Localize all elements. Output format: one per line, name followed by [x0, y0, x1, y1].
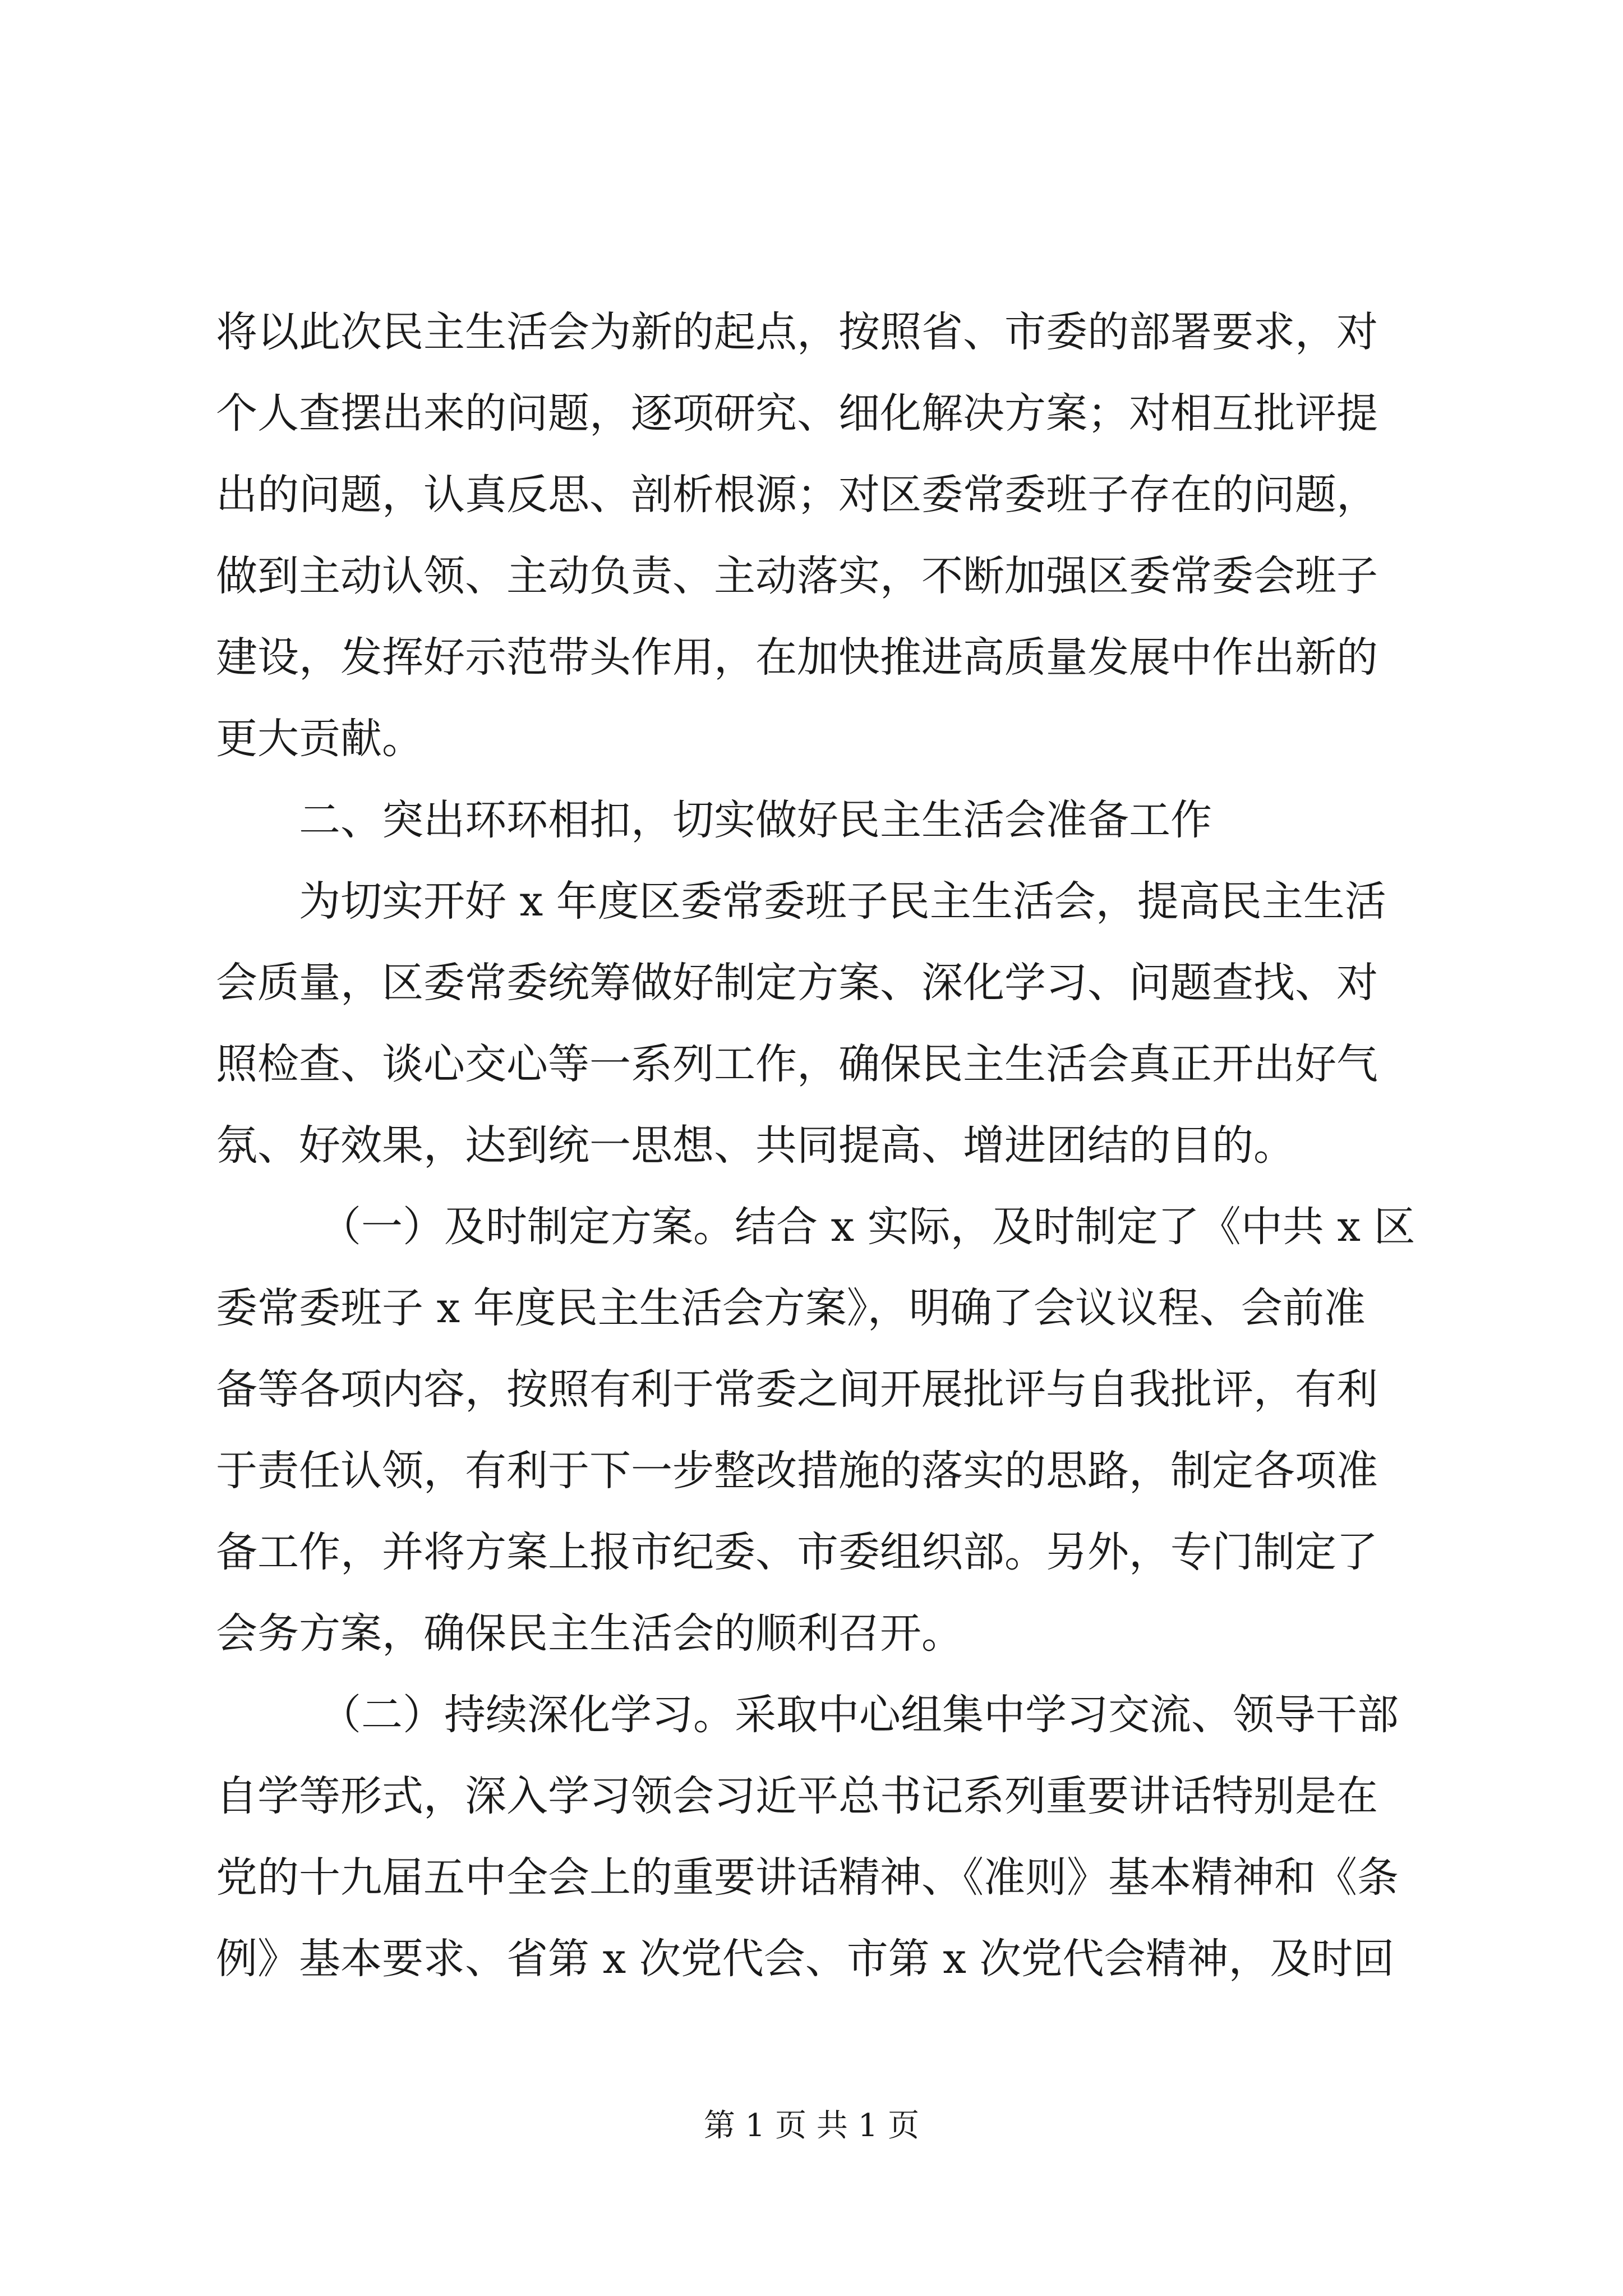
- text-line: 个人查摆出来的问题，逐项研究、细化解决方案；对相互批评提: [216, 389, 1378, 438]
- text-line: 自学等形式，深入学习领会习近平总书记系列重要讲话特别是在: [216, 1772, 1378, 1820]
- document-body: [216, 292, 1416, 2000]
- text-line: 例》基本要求、省第 x 次党代会、市第 x 次党代会精神，及时回: [216, 1935, 1395, 1983]
- subsection-heading-line: （二）持续深化学习。采取中心组集中学习交流、领导干部: [320, 1691, 1399, 1739]
- text-line: 氛、好效果，达到统一思想、共同提高、增进团结的目的。: [216, 1121, 1295, 1170]
- text-line: 建设，发挥好示范带头作用，在加快推进高质量发展中作出新的: [216, 633, 1378, 682]
- text-line: 备工作，并将方案上报市纪委、市委组织部。另外，专门制定了: [216, 1528, 1378, 1576]
- page-footer: [0, 2104, 1623, 2148]
- section-heading: 二、突出环环相扣，切实做好民主生活会准备工作: [299, 796, 1212, 844]
- text-line: 备等各项内容，按照有利于常委之间开展批评与自我批评，有利: [216, 1365, 1378, 1414]
- text-line: 做到主动认领、主动负责、主动落实，不断加强区委常委会班子: [216, 552, 1378, 600]
- text-line: 将以此次民主生活会为新的起点，按照省、市委的部署要求，对: [216, 308, 1378, 356]
- text-line: 照检查、谈心交心等一系列工作，确保民主生活会真正开出好气: [216, 1040, 1378, 1088]
- text-line: 会质量，区委常委统筹做好制定方案、深化学习、问题查找、对: [216, 959, 1378, 1007]
- text-line: 出的问题，认真反思、剖析根源；对区委常委班子存在的问题，: [216, 471, 1378, 519]
- paragraph-start-line: 为切实开好 x 年度区委常委班子民主生活会，提高民主生活: [299, 877, 1386, 926]
- text-line: 于责任认领，有利于下一步整改措施的落实的思路，制定各项准: [216, 1447, 1378, 1495]
- text-line: 更大贡献。: [216, 715, 423, 763]
- subsection-heading-line: （一）及时制定方案。结合 x 实际，及时制定了《中共 x 区: [320, 1203, 1415, 1251]
- text-line: 党的十九届五中全会上的重要讲话精神、《准则》基本精神和《条: [216, 1853, 1399, 1902]
- text-line: 会务方案，确保民主生活会的顺利召开。: [216, 1609, 963, 1658]
- page-number-label: 第 1 页 共 1 页: [703, 2108, 920, 2144]
- text-line: 委常委班子 x 年度民主生活会方案》，明确了会议议程、会前准: [216, 1284, 1366, 1332]
